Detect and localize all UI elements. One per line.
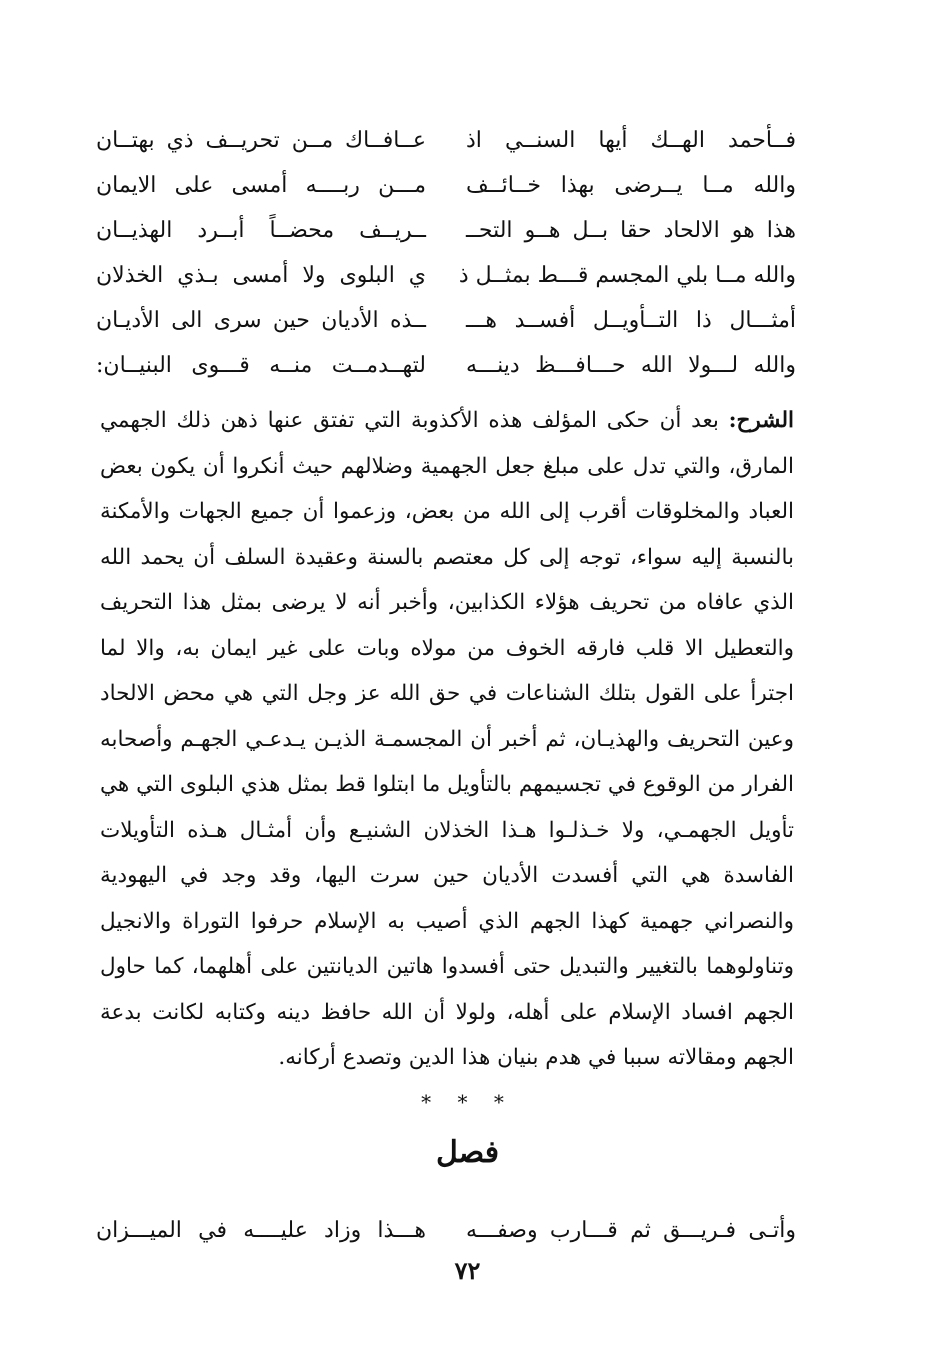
page-number: ٧٢	[454, 1256, 481, 1285]
verse-second-hemistich: ي البلوى ولا أمسى بـذي الخذلان	[96, 263, 426, 288]
verse-first-hemistich: والله لـــولا الله حـــافـــظ دينـــه	[466, 353, 796, 378]
section-title: فصل	[435, 1135, 500, 1170]
commentary-text: بعد أن حكى المؤلف هذه الأكذوبة التي تفتق عنها ذهن ذلك الجهمي المارق، والتي تدل على مبلغ جعل الجهمية وضلالهم حيث أنكروا أن يكون بعض العباد والمخلوقات أقرب إلى الله من بعض، وزعموا أن جميع الجهات والأمكنة بالنسبة إليه سواء، توجه إلى كل معتصم بالسنة وعقيدة السلف أن يحمد الله الذي عافاه من تحريف هؤلاء الكذابين، وأخبر أنه لا يرضى بمثل هذا التحريف والتعطيل الا قلب فارقه الخوف من مولاه وبات على غير ايمان به، والا لما اجترأ على القول بتلك الشناعات في حق الله عز وجل التي هي محض الالحاد وعين التحريف والهذيـان، ثم أخبر أن المجسمـة الذيـن يـدعـي الجهـم وأصحابه الفرار من الوقوع في تجسيمهم بالتأويل ما ابتلوا قط بمثل هذي البلوى التي هي تأويل الجهمـي، ولا خـذلـوا هـذا الخذلان الشنيـع وأن أمثـال هـذه التأويلات الفاسدة هي التي أفسدت الأديان حين سرت اليها، وقد وجد في اليهودية والنصراني جهمية كهذا الجهم الذي أصيب به الإسلام حرفوا التوراة والانجيل وتناولوهما بالتغيير والتبديل حتى أفسدوا هاتين الديانتين على أهلهما، كما حاول الجهم افساد الإسلام على أهله، ولولا أن الله حافظ دينه وكتابه لكانت بدعة الجهم ومقالاته سببا في هدم بنيان هذا الدين وتصدع أركانه.	[100, 408, 794, 1070]
verse-5	[96, 298, 796, 343]
verse-first-hemistich: وأتـى فـريـــق ثم قـــارب وصفـــه	[466, 1218, 796, 1243]
verse-7	[96, 1208, 796, 1253]
commentary-label: الشرح:	[728, 408, 794, 433]
verse-second-hemistich: هـــذا وزاد عليــــه في الميـــزان	[96, 1218, 426, 1243]
verse-6	[96, 343, 796, 388]
verse-second-hemistich: ــريــف محضــاً أبــرد الهذيــان	[96, 218, 426, 243]
verse-1	[96, 118, 796, 163]
verse-second-hemistich: عــافــاك مــن تحريــف ذي بهتــان	[96, 128, 426, 153]
verse-first-hemistich: والله مــا بلي المجسم قـــط بمثــل ذ	[458, 263, 796, 288]
verse-first-hemistich: والله مــا يــرضى بهذا خــائــف	[466, 173, 796, 198]
verse-4	[96, 253, 796, 298]
commentary-paragraph	[100, 398, 794, 1081]
verse-second-hemistich: ــذه الأديان حين سرى الى الأديـان	[96, 308, 426, 333]
poem-block	[96, 118, 796, 388]
verse-second-hemistich: لتهــدمــت منــه قـــوى البنيــان:	[96, 353, 426, 378]
verse-second-hemistich: مـــن ربــــه أمسى على الايمان	[96, 173, 426, 198]
section-separator: * * *	[421, 1090, 514, 1114]
verse-first-hemistich: هذا هو الالحاد حقا بــل هــو التحــ	[466, 218, 796, 243]
verse-first-hemistich: فــأحمد الهــك أيها السنــي اذ	[466, 128, 796, 153]
section-verse	[96, 1208, 796, 1253]
verse-first-hemistich: أمثـــال ذا التــأويــل أفســد هـــ	[466, 308, 796, 333]
verse-3	[96, 208, 796, 253]
verse-2	[96, 163, 796, 208]
